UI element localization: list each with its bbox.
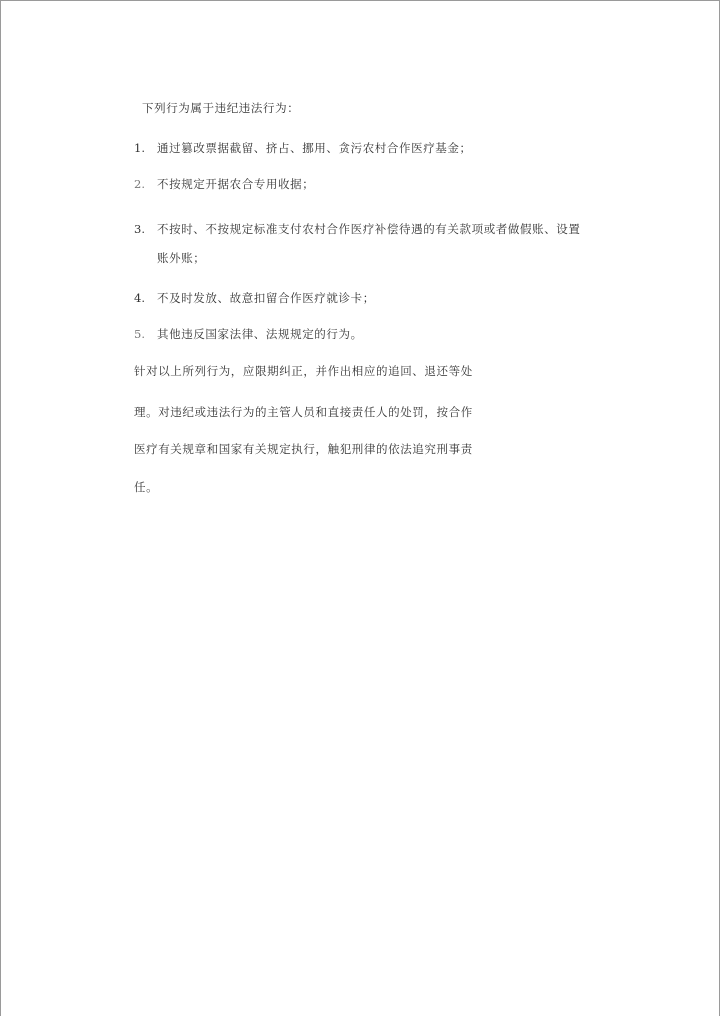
item-number: 1.	[134, 141, 145, 155]
item-number: 4.	[134, 291, 145, 305]
item-text-continuation: 账外账；	[157, 251, 206, 265]
item-number: 2.	[134, 177, 145, 191]
closing-line: 针对以上所列行为，应限期纠正，并作出相应的追回、退还等处	[134, 364, 473, 378]
item-number: 5.	[134, 327, 145, 341]
closing-line: 理。对违纪或违法行为的主管人员和直接责任人的处罚，按合作	[134, 405, 473, 419]
item-text: 不按规定开据农合专用收据；	[157, 177, 315, 191]
item-number: 3.	[134, 222, 145, 236]
item-text: 不及时发放、故意扣留合作医疗就诊卡；	[157, 291, 375, 305]
item-text: 其他违反国家法律、法规规定的行为。	[157, 327, 363, 341]
intro-text: 下列行为属于违纪违法行为：	[142, 101, 300, 115]
closing-line: 任。	[134, 480, 159, 494]
item-text: 通过篡改票据截留、挤占、挪用、贪污农村合作医疗基金；	[157, 141, 472, 155]
item-text: 不按时、不按规定标准支付农村合作医疗补偿待遇的有关款项或者做假账、设置	[157, 222, 581, 236]
closing-line: 医疗有关规章和国家有关规定执行，触犯刑律的依法追究刑事责	[134, 442, 473, 456]
